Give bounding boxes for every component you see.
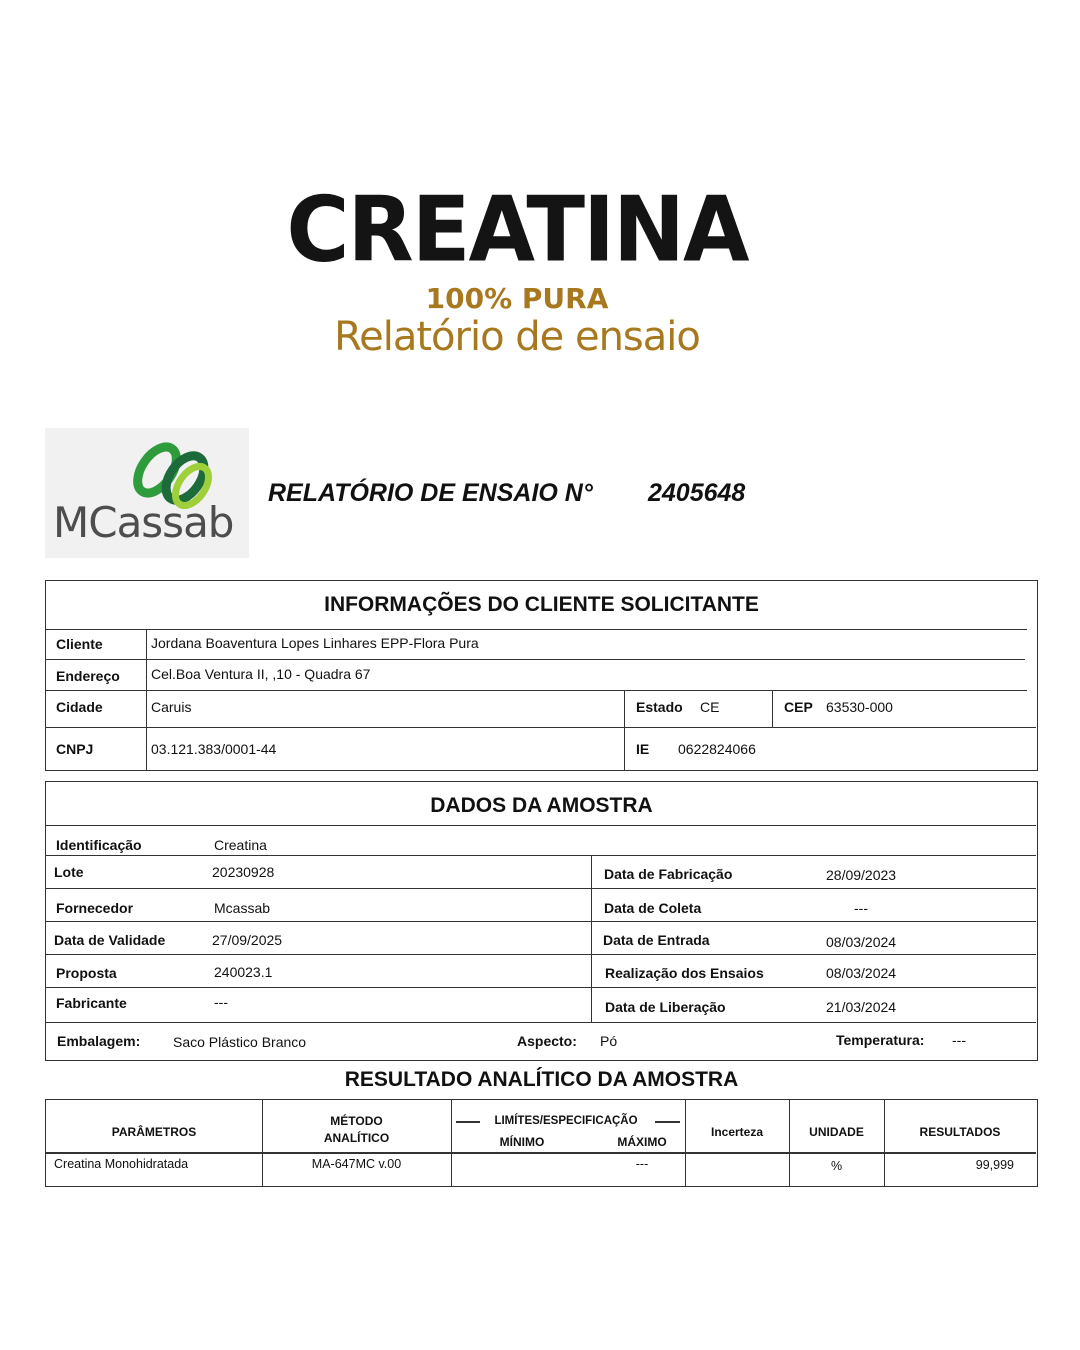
header-resultados: RESULTADOS (919, 1125, 1001, 1139)
fabricante-label: Fabricante (56, 995, 127, 1011)
liberacao-value: 21/03/2024 (826, 999, 897, 1015)
endereco-label: Endereço (56, 668, 120, 684)
sample-section-title: DADOS DA AMOSTRA (430, 794, 653, 817)
hero-subtitle-report: Relatório de ensaio (334, 314, 700, 360)
fabricacao-value: 28/09/2023 (826, 867, 897, 883)
proposta-value: 240023.1 (214, 964, 273, 980)
endereco-value: Cel.Boa Ventura II, ,10 - Quadra 67 (151, 666, 371, 682)
realizacao-value: 08/03/2024 (826, 965, 897, 981)
realizacao-label: Realização dos Ensaios (605, 965, 764, 981)
header-minimo: MÍNIMO (499, 1135, 545, 1149)
cell-maximo: --- (635, 1157, 649, 1171)
results-table (45, 1099, 1038, 1187)
cell-metodo: MA-647MC v.00 (311, 1157, 402, 1171)
header-maximo: MÁXIMO (617, 1135, 667, 1149)
fornecedor-value: Mcassab (214, 900, 271, 916)
client-info-box (45, 580, 1038, 771)
fornecedor-label: Fornecedor (56, 900, 134, 916)
cnpj-value: 03.121.383/0001-44 (151, 741, 277, 757)
temperatura-label: Temperatura: (836, 1032, 925, 1048)
cliente-label: Cliente (56, 636, 103, 652)
client-section-title: INFORMAÇÕES DO CLIENTE SOLICITANTE (324, 593, 759, 616)
logo-text: MCassab (53, 498, 234, 547)
embalagem-label: Embalagem: (57, 1033, 141, 1049)
coleta-label: Data de Coleta (604, 900, 702, 916)
embalagem-value: Saco Plástico Branco (173, 1034, 307, 1050)
header-metodo-2: ANALÍTICO (323, 1131, 390, 1145)
cep-label: CEP (784, 699, 813, 715)
report-label: RELATÓRIO DE ENSAIO N° (268, 479, 593, 507)
header-metodo-1: MÉTODO (330, 1114, 383, 1128)
ie-label: IE (636, 741, 650, 757)
header-unidade: UNIDADE (809, 1125, 864, 1139)
cidade-value: Caruis (151, 699, 192, 715)
fabricacao-label: Data de Fabricação (604, 866, 733, 882)
cell-resultado: 99,999 (975, 1158, 1014, 1172)
results-section-title: RESULTADO ANALÍTICO DA AMOSTRA (344, 1068, 739, 1091)
validade-label: Data de Validade (54, 932, 166, 948)
cell-parametro: Creatina Monohidratada (54, 1157, 189, 1171)
mcassab-logo (45, 428, 249, 558)
header-limites: LIMÍTES/ESPECIFICAÇÃO (494, 1115, 638, 1127)
lote-value: 20230928 (212, 864, 275, 880)
temperatura-value: --- (952, 1032, 966, 1048)
fabricante-value: --- (214, 994, 228, 1010)
sample-data-box (45, 781, 1038, 1061)
coleta-value: --- (854, 900, 868, 916)
hero-subtitle: 100% PURA (425, 282, 609, 315)
ie-value: 0622824066 (678, 741, 756, 757)
identificacao-value: Creatina (214, 837, 267, 853)
header-incerteza: Incerteza (710, 1125, 764, 1139)
hero-title: CREATINA (286, 177, 748, 283)
cidade-label: Cidade (56, 699, 103, 715)
cnpj-label: CNPJ (56, 741, 94, 757)
lote-label: Lote (54, 864, 84, 880)
liberacao-label: Data de Liberação (605, 999, 726, 1015)
estado-label: Estado (636, 699, 683, 715)
aspecto-label: Aspecto: (517, 1033, 577, 1049)
entrada-value: 08/03/2024 (826, 934, 897, 950)
header-parametros: PARÂMETROS (111, 1125, 197, 1139)
validade-value: 27/09/2025 (212, 932, 283, 948)
report-number: 2405648 (648, 479, 746, 507)
estado-value: CE (700, 699, 720, 715)
identificacao-label: Identificação (56, 837, 142, 853)
proposta-label: Proposta (56, 965, 117, 981)
entrada-label: Data de Entrada (603, 932, 710, 948)
cep-value: 63530-000 (826, 699, 893, 715)
cliente-value: Jordana Boaventura Lopes Linhares EPP-Flora Pura (151, 635, 479, 651)
aspecto-value: Pó (600, 1033, 618, 1049)
cell-unidade: % (830, 1159, 843, 1173)
